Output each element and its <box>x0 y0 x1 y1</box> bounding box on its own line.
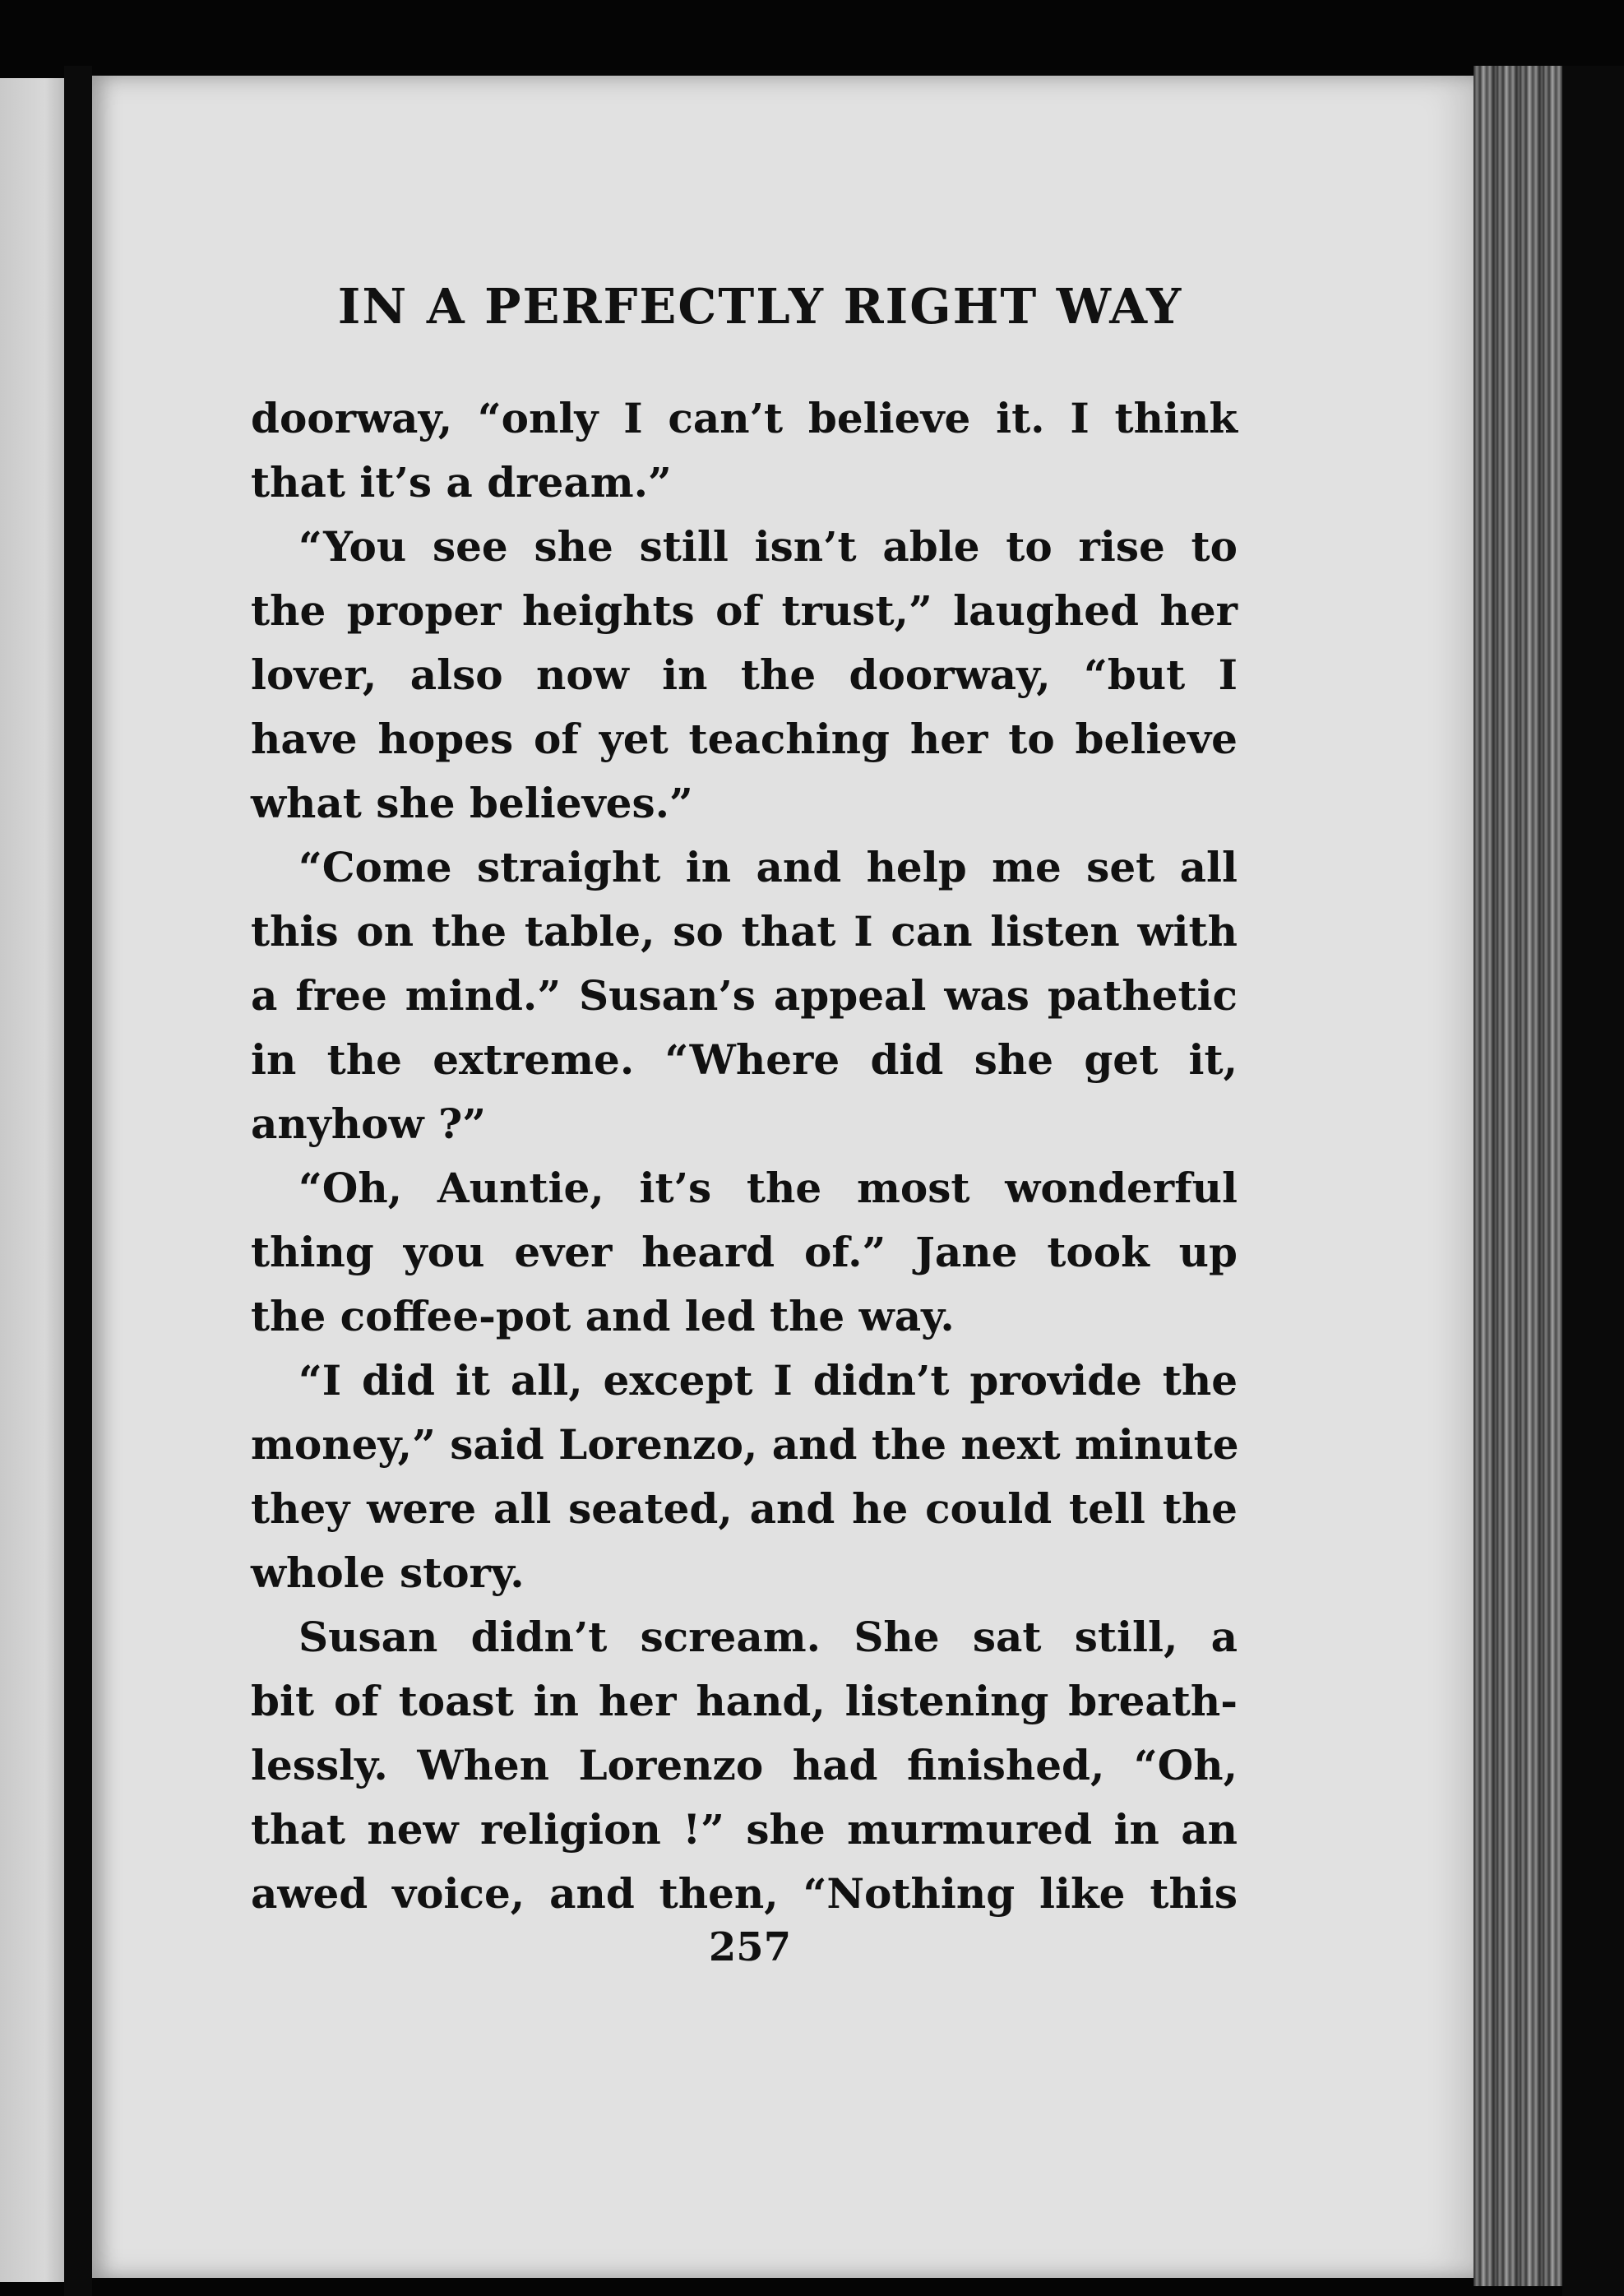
text-line: a free mind.” Susan’s appeal was pathetic <box>251 971 1238 1020</box>
text-line: “You see she still isn’t able to rise to <box>298 522 1238 571</box>
text-line: “Oh, Auntie, it’s the most wonderful <box>298 1164 1238 1212</box>
text-line: that it’s a dream.” <box>251 458 672 507</box>
text-line: anyhow ?” <box>251 1099 487 1148</box>
text-line: whole story. <box>251 1548 525 1597</box>
text-line: “I did it all, except I didn’t provide the <box>298 1356 1238 1405</box>
text-line: what she believes.” <box>251 779 693 827</box>
text-line: awed voice, and then, “Nothing like this <box>251 1869 1238 1918</box>
text-line: lessly. When Lorenzo had finished, “Oh, <box>251 1741 1238 1789</box>
text-line: thing you ever heard of.” Jane took up <box>251 1228 1238 1276</box>
text-line: lover, also now in the doorway, “but I <box>251 650 1238 699</box>
text-line: that new religion !” she murmured in an <box>251 1805 1238 1854</box>
text-line: Susan didn’t scream. She sat still, a <box>298 1613 1238 1661</box>
text-line: they were all seated, and he could tell the <box>251 1484 1238 1533</box>
page-number: 257 <box>708 1924 792 1970</box>
text-line: “Come straight in and help me set all <box>298 843 1238 891</box>
running-head: IN A PERFECTLY RIGHT WAY <box>337 278 1183 335</box>
book-cover-edge <box>1562 66 1624 2296</box>
text-line: have hopes of yet teaching her to believe <box>251 715 1238 763</box>
book-gutter <box>64 66 92 2296</box>
text-line: in the extreme. “Where did she get it, <box>251 1035 1238 1084</box>
text-line: bit of toast in her hand, listening breath- <box>251 1677 1238 1725</box>
text-line: doorway, “only I can’t believe it. I think <box>251 394 1238 442</box>
text-line: the proper heights of trust,” laughed her <box>251 586 1238 635</box>
text-line: this on the table, so that I can listen with <box>251 907 1238 956</box>
body-text <box>251 387 1238 1926</box>
page-edges <box>1474 66 1562 2286</box>
facing-page-edge <box>0 78 64 2282</box>
text-line: the coffee-pot and led the way. <box>251 1292 955 1340</box>
text-line: money,” said Lorenzo, and the next minute <box>251 1420 1239 1469</box>
